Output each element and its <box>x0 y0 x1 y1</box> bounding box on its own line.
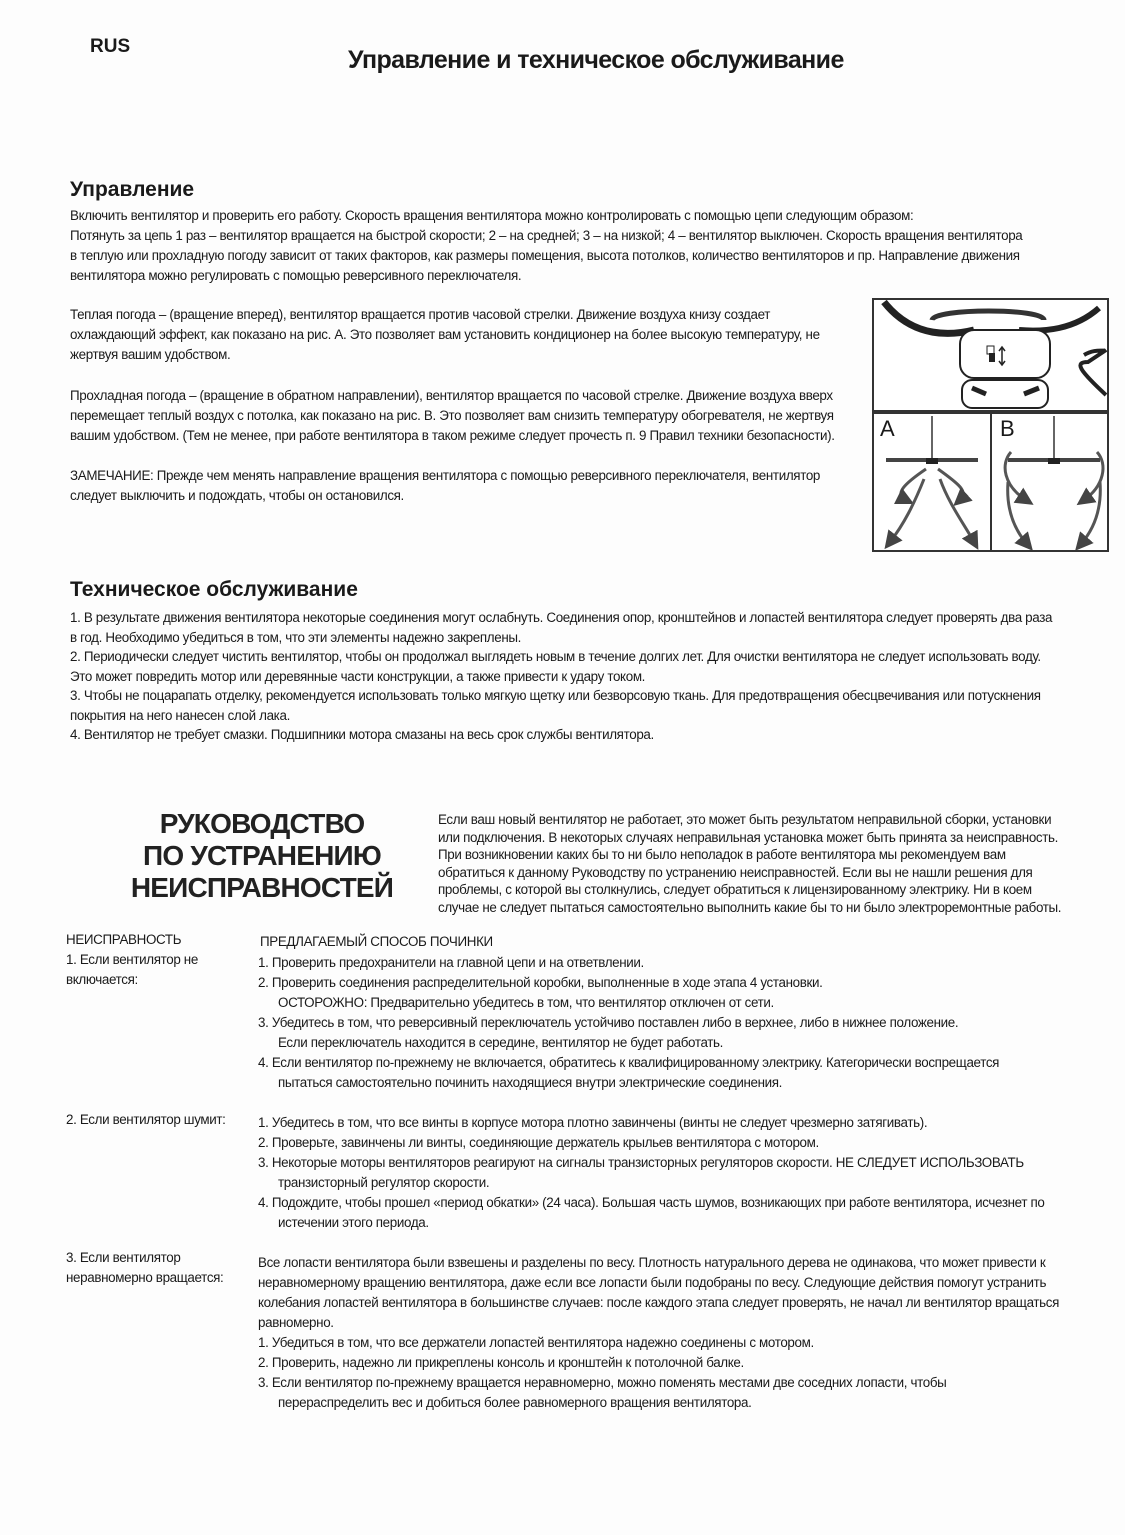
note-text <box>70 466 820 506</box>
text-line: транзисторный регулятор скорости. <box>278 1175 490 1190</box>
text-line: 2. Проверить соединения распределительной коробки, выполненные в ходе этапа 4 установки. <box>258 975 823 990</box>
troubleshooting-intro <box>438 811 1061 917</box>
cool-weather-text <box>70 386 835 446</box>
text-line: обратиться к данному Руководству по устранению неисправностей. Если вы не нашли решения для <box>438 864 1033 880</box>
text-line: 4. Если вентилятор по-прежнему не включается, обратитесь к квалифицированному электрику. Категорически воспрещается <box>258 1055 1000 1070</box>
text-line: включается: <box>66 972 138 987</box>
text-line: покрытия на него нанесен слой лака. <box>70 707 290 723</box>
column-header-fix: ПРЕДЛАГАЕМЫЙ СПОСОБ ПОЧИНКИ <box>260 934 493 949</box>
text-line: пытаться самостоятельно починить находящиеся внутри электрические соединения. <box>278 1075 783 1090</box>
fix-cell <box>258 1253 1059 1413</box>
text-line: проблемы, с которой вы столкнулись, следует обратиться к лицензированному электрику. Ни в коем <box>438 882 1032 898</box>
text-line: 2. Если вентилятор шумит: <box>66 1112 226 1127</box>
airflow-arrows-icon <box>874 414 1107 550</box>
text-line: 3. Если вентилятор <box>66 1250 181 1265</box>
text-line: Потянуть за цепь 1 раз – вентилятор вращается на быстрой скорости; 2 – на средней; 3 – на низкой; 4 – вентилятор выключен. Скорость вращения вентилятора <box>70 228 1023 243</box>
fan-photo-illustration <box>872 298 1109 412</box>
warm-weather-text <box>70 305 820 365</box>
text-line: Если переключатель находится в середине, вентилятор не будет работать. <box>278 1035 724 1050</box>
text-line: ЗАМЕЧАНИЕ: Прежде чем менять направление вращения вентилятора с помощью реверсивного переключателя, вентилятор <box>70 468 821 483</box>
text-line: 1. Проверить предохранители на главной цепи и на ответвлении. <box>258 955 644 970</box>
text-line: 1. Если вентилятор не <box>66 952 198 967</box>
text-line: 3. Если вентилятор по-прежнему вращается неравномерно, можно поменять местами две соседних лопасти, чтобы <box>258 1375 947 1390</box>
text-line: вашим удобством. (Тем не менее, при работе вентилятора в таком режиме следует прочесть п. 9 Правил техники безопасности). <box>70 428 835 443</box>
text-line: случае не следует пытаться самостоятельно выполнить какие бы то ни было электроремонтные работы. <box>438 899 1062 915</box>
figure-label-b: B <box>1000 416 1015 441</box>
title-line: НЕИСПРАВНОСТЕЙ <box>130 872 394 903</box>
text-line: вентилятора можно регулировать с помощью реверсивного переключателя. <box>70 268 522 283</box>
text-line: ОСТОРОЖНО: Предварительно убедитесь в том, что вентилятор отключен от сети. <box>278 995 774 1010</box>
text-line: неравномерно вращается: <box>66 1270 224 1285</box>
text-line: перераспределить вес и добиться более равномерного вращения вентилятора. <box>278 1395 752 1410</box>
figure-label-a: A <box>880 416 895 441</box>
control-text <box>70 206 1022 286</box>
text-line: колебания лопастей вентилятора в большинстве случаев: после каждого этапа следует проверять, не начал ли вентилятор вращаться <box>258 1295 1060 1310</box>
text-line: неравномерному вращению вентилятора, даже если все лопасти были подобраны по весу. Следующие действия помогут устранить <box>258 1275 1047 1290</box>
problem-cell <box>66 1110 226 1130</box>
text-line: Включить вентилятор и проверить его работу. Скорость вращения вентилятора можно контролировать с помощью цепи следующим образом: <box>70 208 914 223</box>
text-line: 3. Чтобы не поцарапать отделку, рекомендуется использовать только мягкую щетку или безворсовую ткань. Для предотвращения обесцвечивания или потускнения <box>70 688 1041 703</box>
text-line: в год. Необходимо убедиться в том, что эти элементы надежно закреплены. <box>70 629 522 645</box>
text-line: охлаждающий эффект, как показано на рис. А. Это позволяет вам установить кондиционер на более высокую температуру, не <box>70 327 820 342</box>
control-heading: Управление <box>70 178 195 201</box>
text-line: равномерно. <box>258 1315 334 1330</box>
maintenance-heading: Техническое обслуживание <box>70 578 358 601</box>
text-line: 4. Подождите, чтобы прошел «период обкатки» (24 часа). Большая часть шумов, возникающих при работе вентилятора, исчезнет по <box>258 1195 1045 1210</box>
text-line: 1. Убедиться в том, что все держатели лопастей вентилятора надежно соединены с мотором. <box>258 1335 814 1350</box>
column-header-problem: НЕИСПРАВНОСТЬ <box>66 932 182 947</box>
text-line: или подключения. В некоторых случаях неправильная установка может быть принята за неисправность. <box>438 829 1059 845</box>
text-line: жертвуя вашим удобством. <box>70 347 231 362</box>
text-line: При возникновении каких бы то ни было неполадок в работе вентилятора мы рекомендуем вам <box>438 847 1006 863</box>
text-line: перемещает теплый воздух с потолка, как показано на рис. В. Это позволяет вам снизить температуру обогревателя, не жертвуя <box>70 408 834 423</box>
text-line: в теплую или прохладную погоду зависит от таких факторов, как размеры помещения, высота потолков, количество вентиляторов и пр. Направление движения <box>70 248 1020 263</box>
text-line: Если ваш новый вентилятор не работает, это может быть результатом неправильной сборки, установки <box>438 812 1052 827</box>
problem-cell <box>66 1248 223 1288</box>
text-line: Все лопасти вентилятора были взвешены и разделены по весу. Плотность натурального дерева не одинакова, что может привести к <box>258 1255 1046 1270</box>
problem-cell <box>66 950 198 990</box>
fix-cell <box>258 1113 1044 1233</box>
text-line: Прохладная погода – (вращение в обратном направлении), вентилятор вращается по часовой стрелке. Движение воздуха вверх <box>70 388 833 403</box>
text-line: 4. Вентилятор не требует смазки. Подшипники мотора смазаны на весь срок службы вентилятора. <box>70 727 654 742</box>
fan-motor-icon <box>874 300 1107 410</box>
title-line: ПО УСТРАНЕНИЮ <box>143 840 381 871</box>
text-line: 2. Периодически следует чистить вентилятор, чтобы он продолжал выглядеть новым в течение долгих лет. Для очистки вентилятора не следует использовать воду. <box>70 649 1041 664</box>
page-title: Управление и техническое обслуживание <box>348 46 844 74</box>
text-line: 3. Некоторые моторы вентиляторов реагируют на сигналы транзисторных регуляторов скорости. НЕ СЛЕДУЕТ ИСПОЛЬЗОВАТЬ <box>258 1155 1024 1170</box>
text-line: 3. Убедитесь в том, что реверсивный переключатель устойчиво поставлен либо в верхнее, либо в нижнее положение. <box>258 1015 959 1030</box>
language-label: RUS <box>90 36 131 57</box>
text-line: следует выключить и подождать, чтобы он остановился. <box>70 488 404 503</box>
text-line: 2. Проверить, надежно ли прикреплены консоль и кронштейн к потолочной балке. <box>258 1355 744 1370</box>
text-line: 1. Убедитесь в том, что все винты в корпусе мотора плотно завинчены (винты не следует чрезмерно затягивать). <box>258 1115 928 1130</box>
text-line: Это может повредить мотор или деревянные части конструкции, а также привести к удару током. <box>70 668 646 684</box>
maintenance-text <box>70 608 1052 745</box>
fix-cell <box>258 953 999 1093</box>
text-line: истечении этого периода. <box>278 1215 429 1230</box>
text-line: 2. Проверьте, завинчены ли винты, соединяющие держатель крыльев вентилятора с мотором. <box>258 1135 819 1150</box>
text-line: 1. В результате движения вентилятора некоторые соединения могут ослабнуть. Соединения опор, кронштейнов и лопастей вентилятора следует проверять два раза <box>70 610 1053 625</box>
troubleshooting-title <box>112 808 412 904</box>
airflow-diagram <box>872 412 1109 552</box>
text-line: Теплая погода – (вращение вперед), вентилятор вращается против часовой стрелки. Движение воздуха книзу создает <box>70 307 771 322</box>
title-line: РУКОВОДСТВО <box>159 808 365 839</box>
